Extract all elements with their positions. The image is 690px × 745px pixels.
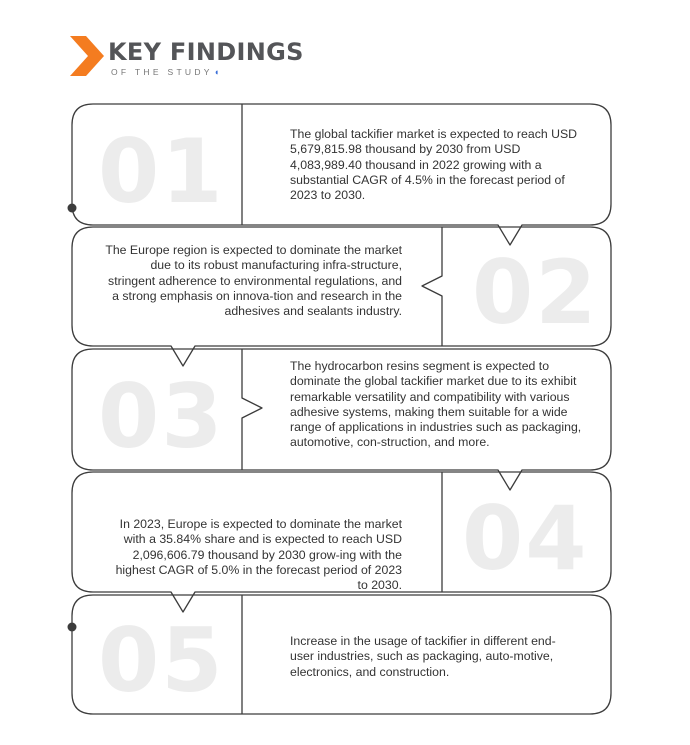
finding-text-05: Increase in the usage of tackifier in different end-user industries, such as packaging, auto-motive, electronics, and construction.: [290, 634, 556, 679]
finding-text-01: The global tackifier market is expected to reach USD 5,679,815.98 thousand by 2030 from USD 4,083,989.40 thousand in 2022 growing with a substantial CAGR of 4.5% in the forecast period of 2023 to 2030.: [290, 127, 578, 203]
finding-number-01: 01: [98, 120, 225, 223]
finding-text-03: The hydrocarbon resins segment is expected to dominate the global tackifier market due to its exhibit remarkable versatility and compatibility with various adhesive systems, making them suitable for a wide range of applications in industries such as packaging, automotive, con-struction, and more.: [290, 359, 582, 450]
timeline-dot: [68, 204, 77, 213]
finding-number-04: 04: [462, 487, 589, 590]
finding-number-03: 03: [98, 365, 225, 468]
timeline-dot: [68, 623, 77, 632]
finding-number-02: 02: [472, 241, 599, 344]
crescent-icon: ◖: [213, 67, 220, 77]
finding-text-02: The Europe region is expected to dominate the market due to its robust manufacturing infra-structure, stringent adherence to environmental regulations, and a strong emphasis on innova-tion and research in the adhesives and sealants industry.: [105, 243, 402, 319]
finding-text-04: In 2023, Europe is expected to dominate the market with a 35.84% share and is expected to reach USD 2,096,606.79 thousand by 2030 grow-ing with the highest CAGR of 5.0% in the forecast period of 2023 to 2030.: [115, 517, 402, 593]
page-subtitle: OF THE STUDY◖: [111, 67, 220, 77]
finding-number-05: 05: [98, 609, 225, 712]
page-title: KEY FINDINGS: [108, 38, 304, 66]
